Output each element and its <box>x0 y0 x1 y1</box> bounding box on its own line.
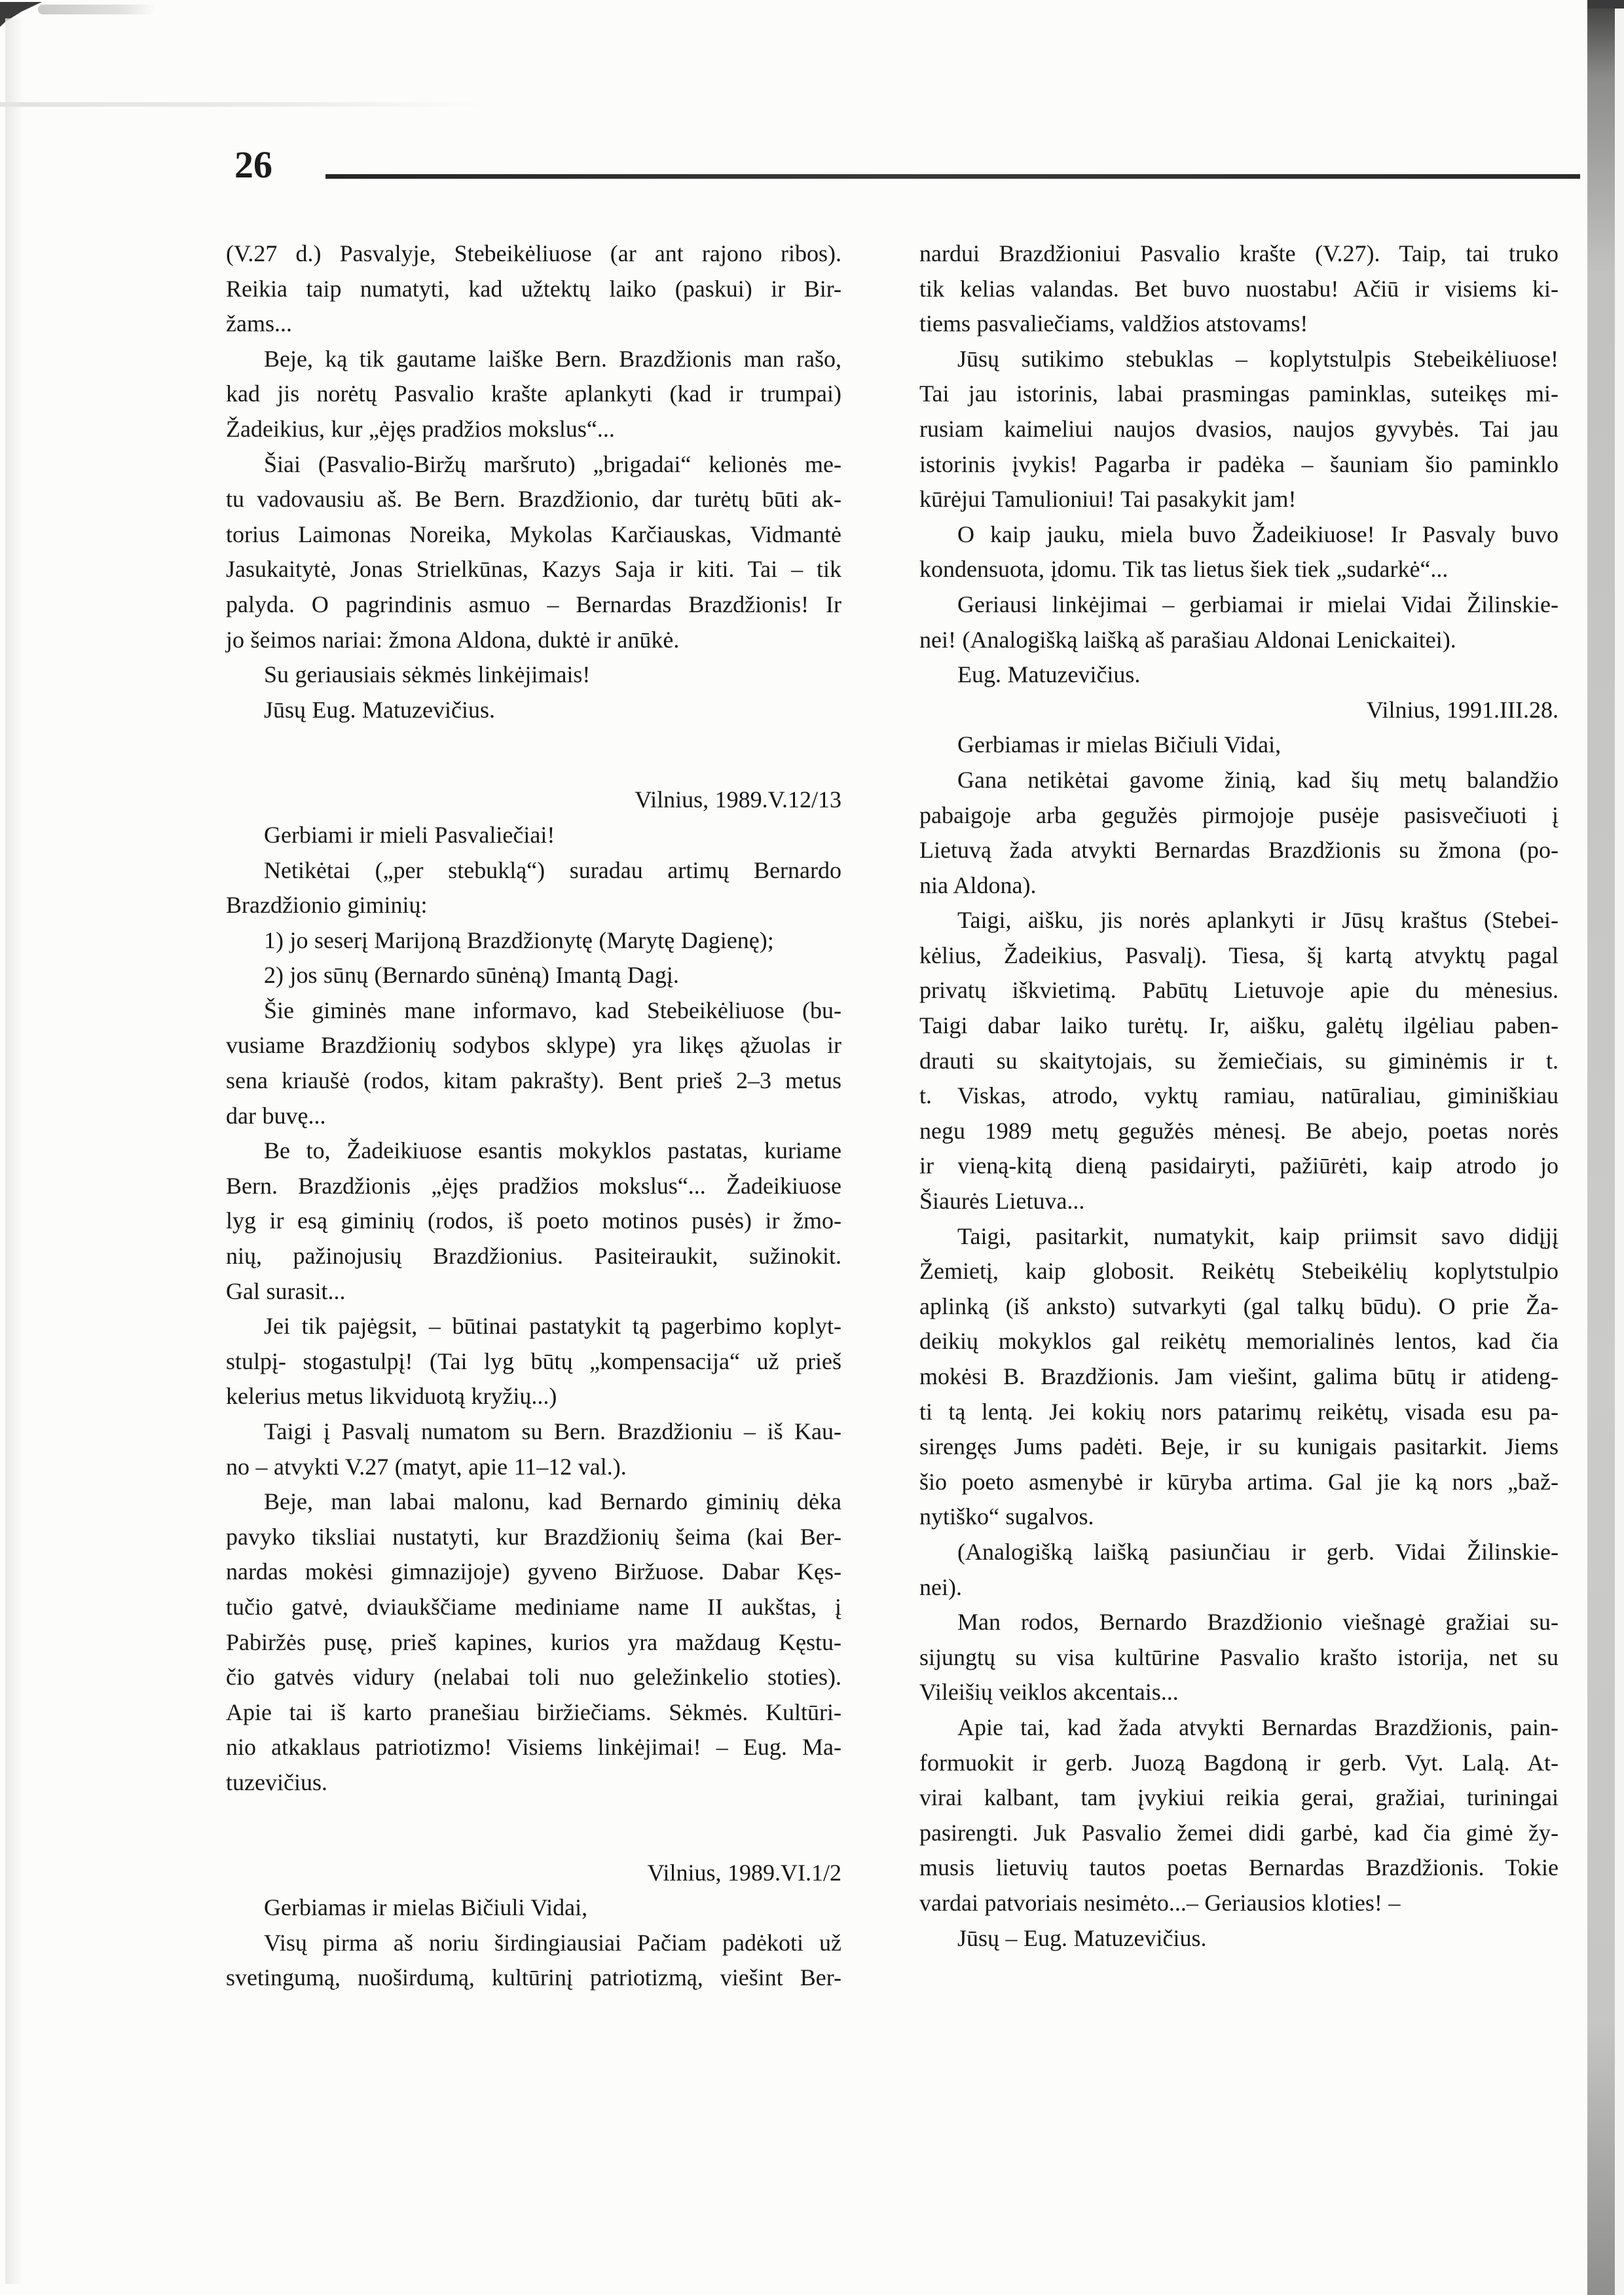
text-line: Gerbiamas ir mielas Bičiuli Vidai, <box>957 731 1282 758</box>
text-line: Reikia taip numatyti, kad užtektų laiko (paskui) ir Bir- <box>226 275 841 302</box>
text-line: Taigi į Pasvalį numatom su Bern. Brazdžioniu – iš Kau- <box>264 1418 841 1444</box>
text-line: svetingumą, nuoširdumą, kultūrinį patriotizmą, viešint Ber- <box>226 1964 841 1991</box>
text-line: kelerius metus likviduotą kryžių...) <box>226 1383 557 1410</box>
text-line: pabaigoje arba gegužės pirmojoje pusėje pasisvečiuoti į <box>919 801 1559 828</box>
text-line: Taigi dabar laiko turėtų. Ir, aišku, galėtų ilgėliau paben- <box>919 1012 1559 1039</box>
scan-artifact-left-edge-band <box>5 18 24 2284</box>
text-line: Jasukaitytė, Jonas Strielkūnas, Kazys Saja ir kiti. Tai – tik <box>226 556 841 583</box>
text-line: t. Viskas, atrodo, vyktų ramiau, natūraliau, giminiškiau <box>919 1082 1559 1109</box>
page-number: 26 <box>234 143 272 186</box>
text-line: mokėsi B. Brazdžionis. Jam viešint, galima būtų ir atideng- <box>919 1363 1559 1389</box>
text-line: Jei tik pajėgsit, – būtinai pastatykit tą pagerbimo koplyt- <box>264 1313 841 1340</box>
text-line: tik kelias valandas. Bet buvo nuostabu! Ačiū ir visiems ki- <box>919 275 1559 302</box>
text-line: tuzevičius. <box>226 1769 327 1795</box>
text-line: Taigi, pasitarkit, numatykit, kaip priimsit savo didįjį <box>957 1222 1559 1249</box>
text-line: nio atkaklaus patriotizmo! Visiems linkėjimai! – Eug. Ma- <box>226 1734 841 1761</box>
text-line: Jūsų – Eug. Matuzevičius. <box>957 1924 1207 1951</box>
text-line: Pabiržės pusę, prieš kapines, kurios yra maždaug Kęstu- <box>226 1628 841 1655</box>
scan-artifact-right-edge-band <box>1587 0 1616 2295</box>
text-line: Taigi, aišku, jis norės aplankyti ir Jūsų kraštus (Stebei- <box>957 907 1559 934</box>
text-line: Vilnius, 1989.V.12/13 <box>635 786 841 813</box>
text-line: Apie tai, kad žada atvykti Bernardas Brazdžionis, pain- <box>957 1714 1559 1740</box>
text-line: (Analogišką laišką pasiunčiau ir gerb. Vidai Žilinskie- <box>957 1538 1559 1565</box>
text-line: Vilnius, 1991.III.28. <box>1366 696 1559 723</box>
scan-artifact-top-right-corner <box>1587 0 1624 9</box>
text-line: vusiame Brazdžionių sodybos sklype) yra likęs ąžuolas ir <box>226 1032 841 1059</box>
text-line: Eug. Matuzevičius. <box>957 661 1141 688</box>
text-line: Be to, Žadeikiuose esantis mokyklos pastatas, kuriame <box>264 1137 841 1164</box>
text-line: žams... <box>226 310 292 337</box>
text-line: pasirengti. Juk Pasvalio žemei didi garbė, kad čia gimė žy- <box>919 1819 1559 1846</box>
text-line: sirengęs Jums padėti. Beje, ir su kunigais pasitarkit. Jiems <box>919 1433 1559 1460</box>
text-line: tiems pasvaliečiams, valdžios atstovams! <box>919 310 1308 337</box>
text-line: Vilnius, 1989.VI.1/2 <box>647 1859 841 1886</box>
text-line: aplinką (iš anksto) sutvarkyti (gal talkų būdu). O prie Ža- <box>919 1293 1559 1319</box>
text-line: torius Laimonas Noreika, Mykolas Karčiauskas, Vidmantė <box>226 521 841 547</box>
text-line: Visų pirma aš noriu širdingiausiai Pačiam padėkoti už <box>264 1929 841 1956</box>
text-line: jo šeimos nariai: žmona Aldona, duktė ir anūkė. <box>226 626 680 653</box>
text-line: palyda. O pagrindinis asmuo – Bernardas Brazdžionis! Ir <box>226 591 841 617</box>
text-line: musis lietuvių tautos poetas Bernardas Brazdžionis. Tokie <box>919 1854 1559 1881</box>
text-line: Šie giminės mane informavo, kad Stebeikėliuose (bu- <box>264 997 841 1023</box>
text-line: formuokit ir gerb. Juozą Bagdoną ir gerb. Vyt. Lalą. At- <box>919 1749 1559 1776</box>
text-line: nia Aldona). <box>919 872 1037 898</box>
text-line: sijungtų su visa kultūrine Pasvalio krašto istorija, net su <box>919 1643 1559 1670</box>
text-line: istorinis įvykis! Pagarba ir padėka – šauniam šio paminklo <box>919 450 1559 477</box>
text-line: Tai jau istorinis, labai prasmingas paminklas, suteikęs mi- <box>919 380 1559 407</box>
scan-artifact-right-white-edge <box>1615 9 1624 2295</box>
text-line: pavyko tiksliai nustatyti, kur Brazdžionių šeima (kai Ber- <box>226 1523 841 1550</box>
text-line: vardai patvoriais nesimėto...– Geriausios kloties! – <box>919 1889 1401 1916</box>
text-line: čio gatvės vidury (nelabai toli nuo geležinkelio stoties). <box>226 1664 841 1691</box>
text-line: Beje, man labai malonu, kad Bernardo giminių dėka <box>264 1488 841 1515</box>
text-line: Šiaurės Lietuva... <box>919 1188 1085 1215</box>
text-line: privatų iškvietimą. Pabūtų Lietuvoje apie du mėnesius. <box>919 977 1559 1004</box>
text-line: nardas mokėsi gimnazijoje) gyveno Biržuose. Dabar Kęs- <box>226 1558 841 1585</box>
header-rule <box>325 174 1580 179</box>
text-line: nei! (Analogišką laišką aš parašiau Aldonai Lenickaitei). <box>919 626 1456 653</box>
text-line: Lietuvą žada atvykti Bernardas Brazdžionis su žmona (po- <box>919 837 1559 864</box>
text-line: Gerbiami ir mieli Pasvaliečiai! <box>264 821 555 848</box>
text-line: kondensuota, įdomu. Tik tas lietus šiek tiek „sudarkė“... <box>919 556 1449 583</box>
text-line: no – atvykti V.27 (matyt, apie 11–12 val.). <box>226 1453 627 1480</box>
text-line: Apie tai iš karto pranešiau biržiečiams. Sėkmės. Kultūri- <box>226 1698 841 1725</box>
text-line: sena kriaušė (rodos, kitam pakrašty). Bent prieš 2–3 metus <box>226 1067 841 1094</box>
text-line: ir vieną-kitą dieną pasidairyti, pažiūrėti, kaip atrodo jo <box>919 1152 1559 1179</box>
text-line: nei). <box>919 1573 962 1600</box>
text-line: Vileišių veiklos akcentais... <box>919 1679 1179 1706</box>
text-line: negu 1989 metų gegužės mėnesį. Be abejo, poetas norės <box>919 1117 1559 1144</box>
text-line: nardui Brazdžioniui Pasvalio krašte (V.27). Taip, tai truko <box>919 240 1559 266</box>
text-line: Jūsų Eug. Matuzevičius. <box>264 696 495 723</box>
text-line: tu vadovausiu aš. Be Bern. Brazdžionio, dar turėtų būti ak- <box>226 486 841 513</box>
left-column <box>226 236 841 1996</box>
text-line: Su geriausiais sėkmės linkėjimais! <box>264 661 591 688</box>
right-column <box>919 236 1559 1956</box>
scan-artifact-left-smudge <box>0 102 485 107</box>
text-line: Man rodos, Bernardo Brazdžionio viešnagė gražiai su- <box>957 1609 1559 1636</box>
text-line: Gerbiamas ir mielas Bičiuli Vidai, <box>264 1894 588 1921</box>
text-line: tučio gatvė, dviaukščiame mediniame name II aukštas, į <box>226 1593 841 1620</box>
text-line: ti tą lentą. Jei kokių nors patarimų reikėtų, visada esu pa- <box>919 1398 1559 1425</box>
text-line: Šiai (Pasvalio-Biržų maršruto) „brigadai“ kelionės me- <box>264 450 841 477</box>
text-line: Žadeikius, kur „ėjęs pradžios mokslus“... <box>226 415 615 442</box>
text-line: kūrėjui Tamulioniui! Tai pasakykit jam! <box>919 486 1297 513</box>
text-line: Brazdžionio giminių: <box>226 892 428 919</box>
text-line: rusiam kaimeliui naujos dvasios, naujos gyvybės. Tai jau <box>919 415 1559 442</box>
text-line: Žemietį, kaip globosit. Reikėtų Stebeikėlių koplytstulpio <box>919 1258 1559 1285</box>
text-line: Gal surasit... <box>226 1277 346 1304</box>
scan-artifact-top-left-wedge <box>0 2 42 27</box>
text-line: šio poeto asmenybė ir kūryba artima. Gal jie ką nors „baž- <box>919 1468 1559 1495</box>
text-line: Jūsų sutikimo stebuklas – koplytstulpis Stebeikėliuose! <box>957 345 1559 372</box>
text-line: Gana netikėtai gavome žinią, kad šių metų balandžio <box>957 766 1559 793</box>
text-line: kad jis norėtų Pasvalio krašte aplankyti (kad ir trumpai) <box>226 380 841 407</box>
text-line: drauti su skaitytojais, su žemiečiais, su giminėmis ir t. <box>919 1047 1559 1074</box>
text-line: deikių mokyklos gal reikėtų memorialinės lentos, kad čia <box>919 1328 1559 1355</box>
text-line: Geriausi linkėjimai – gerbiamai ir mielai Vidai Žilinskie- <box>957 591 1559 617</box>
text-line: O kaip jauku, miela buvo Žadeikiuose! Ir Pasvaly buvo <box>957 521 1559 547</box>
scan-artifact-top-streak <box>38 5 156 14</box>
text-line: dar buvę... <box>226 1102 326 1129</box>
text-line: Netikėtai („per stebuklą“) suradau artimų Bernardo <box>264 856 841 883</box>
text-line: (V.27 d.) Pasvalyje, Stebeikėliuose (ar ant rajono ribos). <box>226 240 841 266</box>
text-line: nytiško“ sugalvos. <box>919 1503 1094 1530</box>
text-line: Bern. Brazdžionis „ėjęs pradžios mokslus“... Žadeikiuose <box>226 1172 841 1199</box>
text-line: 1) jo seserį Marijoną Brazdžionytę (Marytę Dagienę); <box>264 927 774 953</box>
text-line: 2) jos sūnų (Bernardo sūnėną) Imantą Dagį. <box>264 962 679 989</box>
text-line: virai kalbant, tam įvykiui reikia gerai, gražiai, turiningai <box>919 1784 1559 1811</box>
text-line: Beje, ką tik gautame laiške Bern. Brazdžionis man rašo, <box>264 345 841 372</box>
text-line: stulpį- stogastulpį! (Tai lyg būtų „kompensacija“ už prieš <box>226 1348 841 1374</box>
text-line: lyg ir esą giminių (rodos, iš poeto motinos pusės) ir žmo- <box>226 1207 841 1234</box>
text-line: kėlius, Žadeikius, Pasvalį). Tiesa, šį kartą atvyktų pagal <box>919 942 1559 968</box>
text-line: nių, pažinojusių Brazdžionius. Pasiteiraukit, sužinokit. <box>226 1243 841 1270</box>
